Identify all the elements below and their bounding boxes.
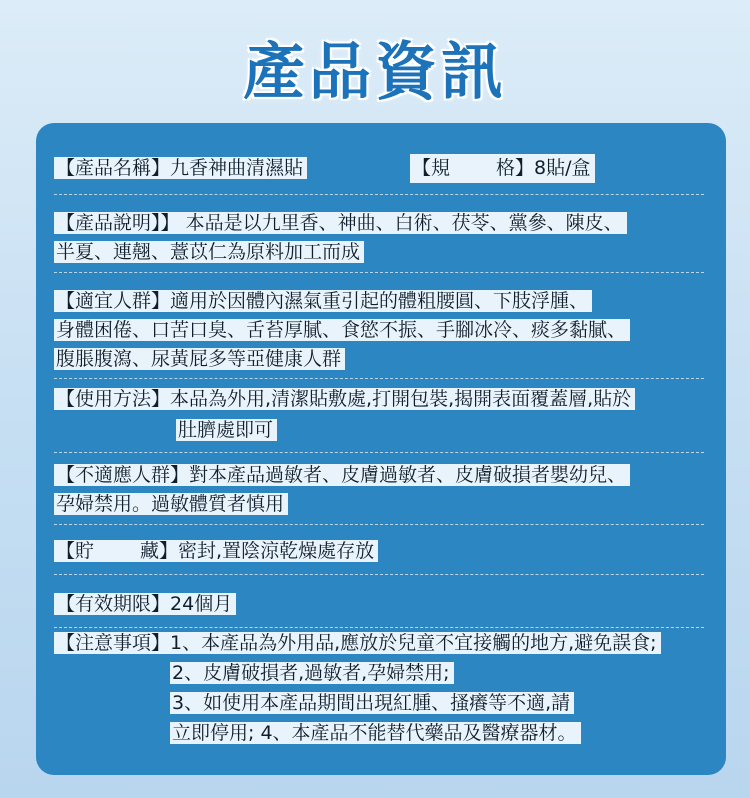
usage-label: 【使用方法】 (56, 388, 171, 410)
spec-label-start: 【規 (412, 157, 451, 179)
notes-label: 【注意事項】 (56, 632, 171, 654)
divider (54, 574, 704, 575)
product-name-row (54, 154, 702, 183)
target-users-row (54, 287, 702, 374)
notes-line-1: 1、本產品為外用品,應放於兒童不宜接觸的地方,避免誤食; (170, 632, 657, 654)
divider (54, 194, 704, 195)
contraindication-line-1: 對本產品過敏者、皮膚過敏者、皮膚破損者嬰幼兒、 (189, 464, 627, 486)
usage-row (54, 385, 702, 445)
product-description-row (54, 209, 702, 267)
notes-row (54, 628, 702, 748)
spec-label-end: 格】 (496, 157, 535, 179)
divider (54, 378, 704, 379)
target-users-line-2: 身體困倦、口苦口臭、舌苔厚膩、食慾不振、手腳冰冷、痰多黏膩、 (54, 319, 630, 341)
usage-line-1: 本品為外用,清潔貼敷處,打開包裝,揭開表面覆蓋層,貼於 (170, 388, 632, 410)
notes-line-4: 立即停用; 4、本產品不能替代藥品及醫療器材。 (170, 722, 581, 744)
contraindication-row (54, 461, 702, 519)
divider (54, 272, 704, 273)
target-users-line-1: 適用於因體內濕氣重引起的體粗腰圓、下肢浮腫、 (170, 290, 589, 312)
usage-line-2: 肚臍處即可 (176, 419, 277, 441)
validity-row (54, 590, 702, 619)
product-name-label: 【產品名稱】 (56, 157, 171, 179)
notes-line-3: 3、如使用本產品期間出現紅腫、搔癢等不適,請 (170, 692, 574, 714)
validity-label: 【有效期限】 (56, 593, 171, 615)
storage-label-start: 【貯 (56, 540, 95, 562)
contraindication-line-2: 孕婦禁用。過敏體質者慎用 (54, 493, 288, 515)
description-line-1: 本品是以九里香、神曲、白術、茯苓、黨參、陳皮、 (185, 212, 623, 234)
description-label: 【產品說明】】 (56, 212, 180, 234)
notes-line-2: 2、皮膚破損者,過敏者,孕婦禁用; (170, 662, 454, 684)
divider (54, 524, 704, 525)
product-name-value: 九香神曲清濕貼 (170, 157, 304, 179)
storage-row (54, 537, 702, 566)
storage-value: 密封,置陰涼乾燥處存放 (178, 540, 375, 562)
contraindication-label: 【不適應人群】 (56, 464, 190, 486)
validity-value: 24個月 (170, 593, 233, 615)
target-users-line-3: 腹脹腹瀉、尿黃屁多等亞健康人群 (54, 348, 345, 370)
divider (54, 452, 704, 453)
spec-value: 8貼/盒 (534, 157, 591, 179)
target-users-label: 【適宜人群】 (56, 290, 171, 312)
storage-label-end: 藏】 (140, 540, 179, 562)
description-line-2: 半夏、連翹、薏苡仁為原料加工而成 (54, 241, 364, 263)
page-title: 產品資訊 (242, 35, 507, 108)
